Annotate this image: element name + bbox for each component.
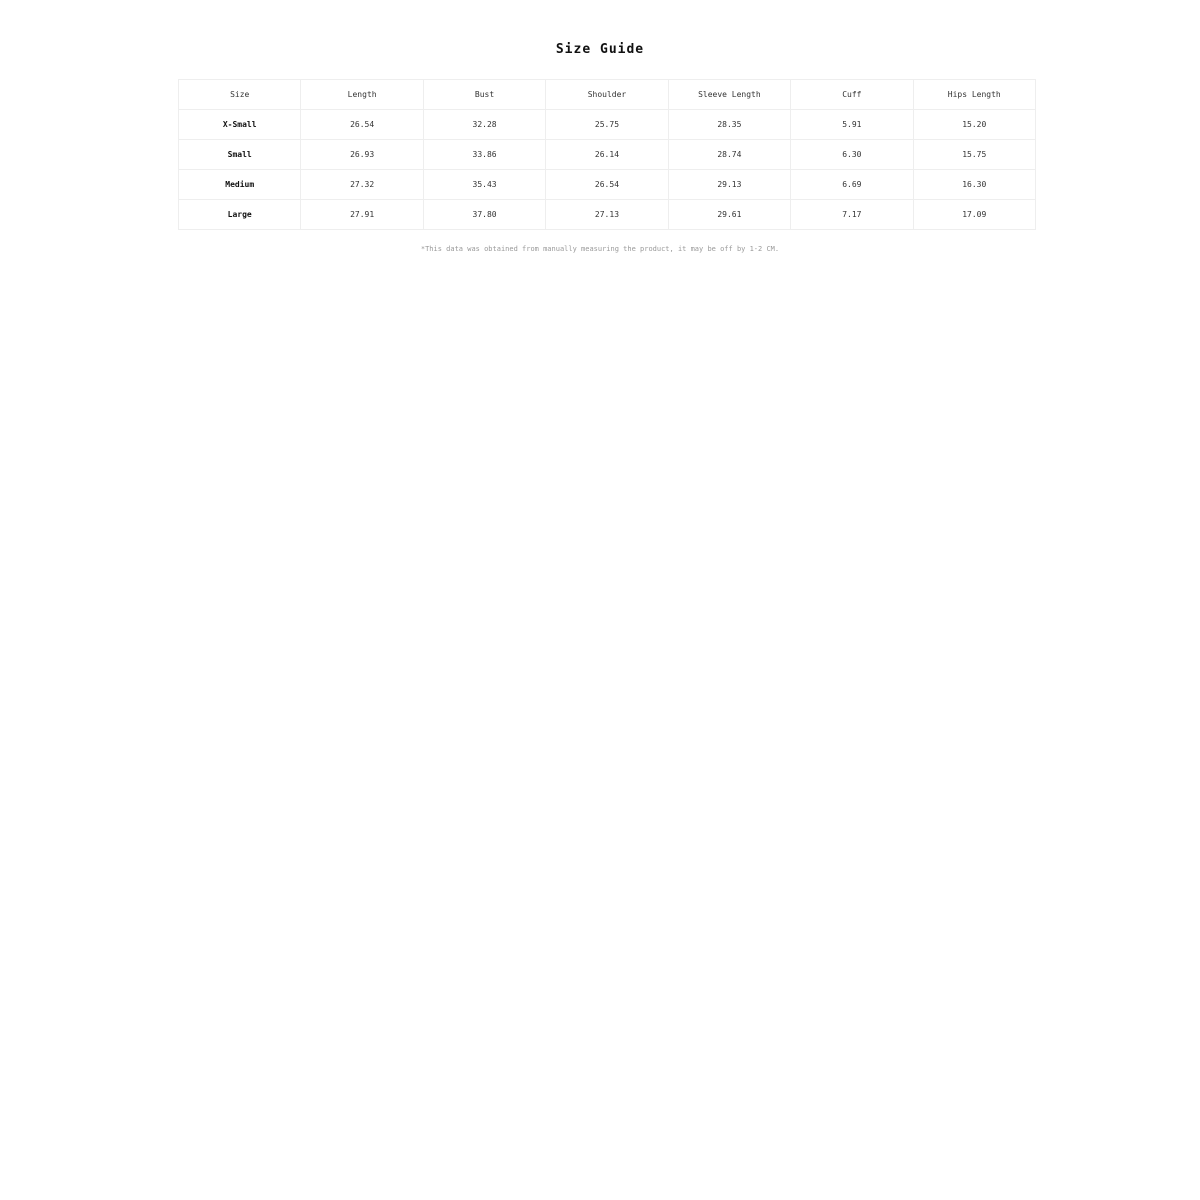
table-header-row: [179, 80, 1036, 110]
shoulder-cell: 26.54: [546, 170, 668, 200]
column-header-sleeve-length: Sleeve Length: [668, 80, 790, 110]
column-header-shoulder: Shoulder: [546, 80, 668, 110]
size-cell: Large: [179, 200, 301, 230]
column-header-hips-length: Hips Length: [913, 80, 1035, 110]
table-row: [179, 170, 1036, 200]
column-header-cuff: Cuff: [791, 80, 913, 110]
cuff-cell: 6.30: [791, 140, 913, 170]
bust-cell: 33.86: [423, 140, 545, 170]
sleeve-length-cell: 29.61: [668, 200, 790, 230]
sleeve-length-cell: 28.35: [668, 110, 790, 140]
column-header-bust: Bust: [423, 80, 545, 110]
sleeve-length-cell: 28.74: [668, 140, 790, 170]
column-header-length: Length: [301, 80, 423, 110]
hips-length-cell: 17.09: [913, 200, 1035, 230]
size-table: [178, 79, 1036, 230]
measurement-note: *This data was obtained from manually measuring the product, it may be off by 1-2 CM.: [420, 245, 780, 253]
bust-cell: 32.28: [423, 110, 545, 140]
shoulder-cell: 26.14: [546, 140, 668, 170]
length-cell: 27.91: [301, 200, 423, 230]
hips-length-cell: 16.30: [913, 170, 1035, 200]
shoulder-cell: 25.75: [546, 110, 668, 140]
length-cell: 27.32: [301, 170, 423, 200]
hips-length-cell: 15.75: [913, 140, 1035, 170]
length-cell: 26.93: [301, 140, 423, 170]
size-table-container: [178, 79, 1036, 230]
bust-cell: 35.43: [423, 170, 545, 200]
size-cell: Small: [179, 140, 301, 170]
column-header-size: Size: [179, 80, 301, 110]
cuff-cell: 5.91: [791, 110, 913, 140]
hips-length-cell: 15.20: [913, 110, 1035, 140]
cuff-cell: 7.17: [791, 200, 913, 230]
shoulder-cell: 27.13: [546, 200, 668, 230]
bust-cell: 37.80: [423, 200, 545, 230]
size-cell: Medium: [179, 170, 301, 200]
table-row: [179, 140, 1036, 170]
length-cell: 26.54: [301, 110, 423, 140]
page-title: Size Guide: [555, 42, 645, 57]
size-cell: X-Small: [179, 110, 301, 140]
table-row: [179, 110, 1036, 140]
cuff-cell: 6.69: [791, 170, 913, 200]
sleeve-length-cell: 29.13: [668, 170, 790, 200]
table-row: [179, 200, 1036, 230]
